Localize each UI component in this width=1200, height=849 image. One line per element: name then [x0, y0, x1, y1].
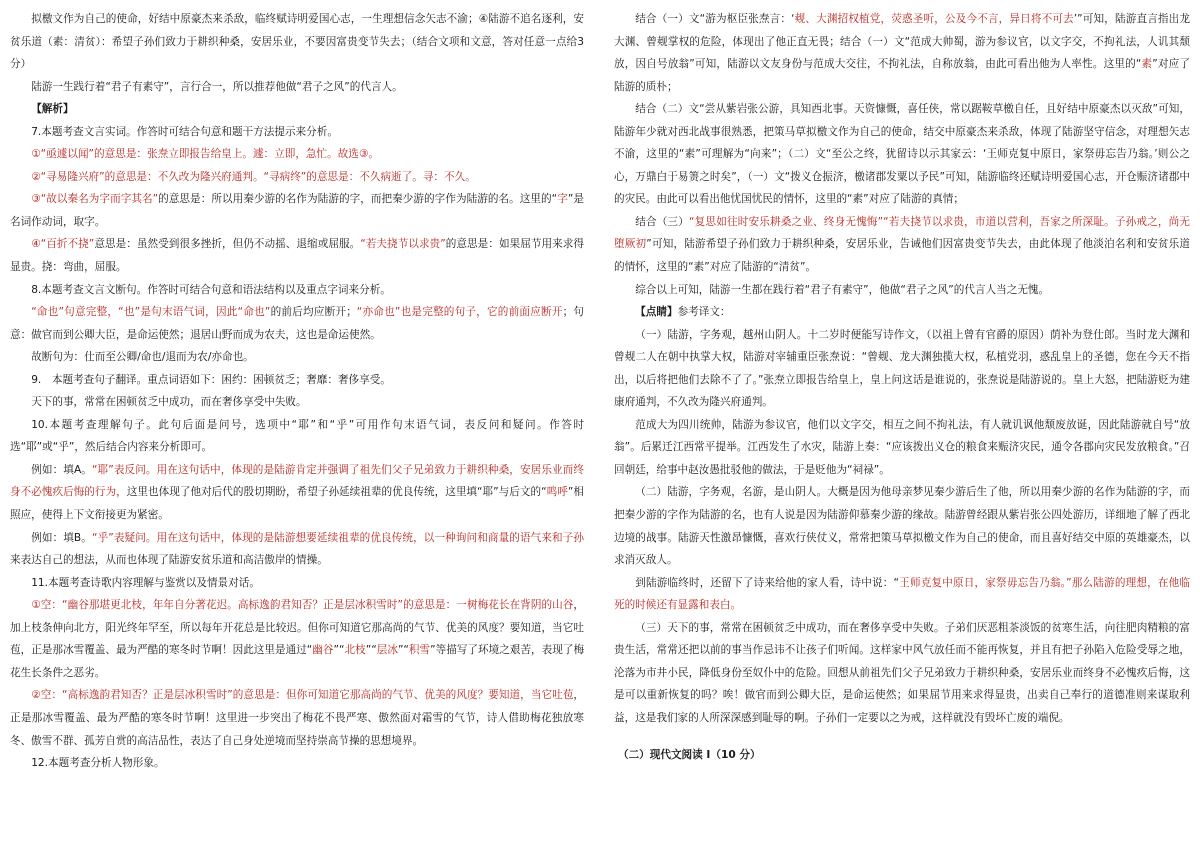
paragraph [10, 459, 584, 527]
text-run: 8.本题考查文言文断句。作答时可结合句意和语法结构以及重点字词来分析。 [31, 283, 391, 296]
text-run: 陆游一生践行着“君子有素守”，言行合一，所以推荐他做“君子之风”的代言人。 [31, 80, 403, 93]
paragraph [614, 8, 1190, 98]
text-run: 来表达自己的想法，从而也体现了陆游安贫乐道和高洁傲岸的情操。 [10, 554, 328, 567]
text-run: ”“ [333, 644, 345, 657]
text-run: 参考译文： [677, 306, 731, 319]
text-run: ①“亟遽以闻”的意思是：张焘立即报告给皇上。遽：立即，急忙。故选③。 [31, 148, 379, 161]
text-run: 幽谷 [312, 644, 334, 657]
text-run: （一）陆游，字务观，越州山阴人。十二岁时便能写诗作文，（以祖上曾有官爵的原因）荫补为登仕郎。当时龙大渊和曾觌二人在朝中执掌大权，陆游对宰辅重臣张焘说：“曾觌、龙大渊独揽大权，私植党羽，惑乱皇上的圣德，您在今天不指出，以后将把他们去除不了了。”张焘立即报告给皇上，皇上问这话是谁说的，张焘说是陆游说的。皇上大怒，把陆游贬为建康府通判，不久改为隆兴府通判。 [614, 328, 1190, 409]
paragraph [614, 301, 1190, 324]
text-run: （二）陆游，字务观，名游，是山阴人。大概是因为他母亲梦见秦少游后生了他，所以用秦少游的名作为陆游的字，而把秦少游的字作为陆游的名，也有人说是因为陆游仰慕秦少游的缘故。陆游曾经跟从紫岩张公四处游历，详细地了解了西北边境的战事。陆游天性激昂慷慨，喜欢行侠仗义，常常把策马草拟檄文作为自己的使命，而且喜好结交中原的英雄豪杰，以求消灭敌人。 [614, 486, 1190, 567]
text-run: 北枝 [344, 644, 366, 657]
paragraph [614, 481, 1190, 571]
paragraph [10, 8, 584, 76]
text-run: 12.本题考查分析人物形象。 [31, 757, 165, 770]
text-run: ；句意：做官而到公卿大臣，是命运使然；退居山野而成为农夫，这也是命运使然。 [10, 306, 585, 341]
text-run: 结合（一）文“游为枢臣张焘言：‘ [635, 13, 795, 25]
text-run: ”对应了陆游的质朴； [614, 58, 1190, 93]
text-run: 鸣呼 [546, 486, 568, 499]
paragraph [10, 752, 584, 775]
text-run: 字 [557, 193, 568, 206]
paragraph [614, 279, 1190, 302]
text-run: ”“ [397, 644, 409, 657]
text-run: 积雪 [408, 644, 431, 657]
text-run: 故断句为：仕而至公卿/命也/退而为农/亦命也。 [31, 351, 254, 364]
paragraph [10, 369, 584, 392]
paragraph [10, 594, 584, 684]
text-run: ’”可知，陆游直言指出龙大渊、曾觌掌权的危险，体现出了他正直无畏；结合（一）文“范成大帅蜀，游为参议官，以文字交，不拘礼法，人讥其颓放，因自号放翁”可知，陆游以文友身份与范成大交往，不拘礼法，自称放翁，由此可看出他为人率性。这里的“ [614, 13, 1190, 71]
text-run: （三）天下的事，常常在困顿贫乏中成功，而在奢侈享受中失败。子弟们厌恶粗茶淡饭的贫寒生活，向往肥肉精粮的富贵生活，常常还把以前的事当作忌讳不让孩子们听闻。这样家中风气放任而不能再恢复，并且有把子孙陷入危险受辱之地，沦落为市井小民，降低身份至奴仆中的危险。回想从前祖先们父子兄弟致力于耕织种桑，安居乐业而终身不必愧疚后悔，这是可以重新恢复的吗？唉！做官而到公卿大臣，是命运使然；如果屈节用来求得显贵，出卖自己奉行的道德准则来谋取利益，这是我们家的人所深深感到耻辱的啊。子孙们一定要以之为戒，这样就没有毁坏亡废的端倪。 [614, 621, 1190, 724]
paragraph [10, 572, 584, 595]
right-column [614, 8, 1190, 766]
paragraph [614, 414, 1190, 482]
paragraph [10, 76, 584, 99]
text-run: 9. 本题考查句子翻译。重点词语如下：困约：困顿贫乏；奢靡：奢侈享受。 [31, 373, 391, 386]
paragraph [10, 527, 584, 572]
text-run: ”等描写了环境之艰苦，表现了梅花生长条件之恶劣。 [10, 644, 585, 679]
paragraph [10, 346, 584, 369]
text-run: 【点睛】 [635, 306, 678, 319]
text-run: “高标逸韵君知否？正是层冰积雪时”的意思是：但你可知道它那高尚的气节、优美的风度？要知道，当它吐苞 [62, 689, 574, 702]
text-run: ”可知，陆游希望子孙们致力于耕织种桑，安居乐业，告诫他们因富贵变节失去，由此体现了他淡泊名利和安贫乐道的情怀，这里的“素”对应了陆游的“清贫”。 [614, 238, 1191, 274]
text-run: ②空： [31, 689, 63, 702]
paragraph [10, 414, 584, 459]
text-run: 到陆游临终时，还留下了诗来给他的家人看，诗中说：“ [635, 576, 900, 589]
paragraph [10, 98, 584, 121]
text-run: ②“寻易隆兴府”的意思是：不久改为隆兴府通判。“寻病终”的意思是：不久病逝了。寻：不久。 [31, 170, 476, 183]
text-run: ④“百折不挠” [31, 238, 95, 251]
text-run: “若夫挠节以求贵” [360, 238, 446, 251]
text-run: 11.本题考查诗歌内容理解与鉴赏以及情景对话。 [31, 576, 260, 589]
text-run: ，加上枝条伸向北方，阳光终年罕至，所以每年开花总是比较迟。但你可知道它那高尚的气节、优美的风度？要知道，当它吐苞，正是那冰雪覆盖、最为严酷的寒冬时节啊！因此这里是通过“ [10, 599, 584, 657]
text-run: 综合以上可知，陆游一生都在践行着“君子有素守”，他做“君子之风”的代言人当之无愧。 [635, 283, 1050, 296]
paragraph [614, 617, 1190, 730]
text-run: 10.本题考查理解句子。此句后面是问号，选项中“耶”和“乎”可用作句末语气词，表反问和疑问。作答时选“耶”或“乎”，然后结合内容来分析即可。 [10, 418, 584, 454]
text-run: 觌、大渊招权植党，荧惑圣听，公及今不言，异日将不可去 [794, 13, 1074, 25]
text-run: 结合（二）文“尝从紫岩张公游，具知西北事。天资慷慨，喜任侠，常以踞鞍草檄自任，且好结中原豪杰以灭敌”可知，陆游年少就对西北战事很熟悉，把策马草拟檄文作为自己的使命，结交中原豪杰来杀敌，体现了陆游坚守信念，对理想矢志不渝，这里的“素”可理解为“向来”；（二）文“至公之终，犹留诗以示其家云：‘王师克复中原日，家祭毋忘告乃翁。’则公之心，万鼎白于易箦之时矣”，（一）文“拨义仓振济，檄诸郡发粟以予民”可知，陆游临终还赋诗明爱国心志，开仓赈济诸郡中的灾民。由此可以看出他忧国忧民的情怀，这里的“素”对应了陆游的真情； [614, 103, 1190, 206]
text-run: 这里也体现了他对后代的殷切期盼，希望子孙延续祖辈的优良传统，这里填“耶”与后文的“ [126, 486, 547, 499]
paragraph [10, 301, 584, 346]
paragraph [10, 279, 584, 302]
text-run: 例如：填B。 [31, 531, 92, 544]
paragraph [614, 572, 1190, 617]
text-run: “耶”表反问。用在这句话中，体现的是陆游肯定并强调了祖先们父子兄弟致力于耕织种桑，安居乐业而终身不必愧疚后悔的行为， [10, 463, 584, 499]
text-run: 的前后均应断开； [270, 306, 357, 319]
paragraph [10, 233, 584, 278]
paragraph [614, 98, 1190, 211]
text-run: 的意思是：如果屈节用来求得显贵。挠：弯曲，屈服。 [10, 238, 585, 274]
text-run: 例如：填A。 [31, 463, 92, 476]
paragraph [10, 121, 584, 144]
text-run: “幽谷那堪更北枝，年年自分著花迟。高标逸韵君知否？正是层冰积雪时”的意思是：一树梅花长在背阴的山谷 [62, 599, 574, 612]
text-run: 范成大为四川统帅，陆游为参议官，他们以文字交，相互之间不拘礼法，有人就讥讽他颓废放诞，因此陆游就自号“放翁”。后累迁江西常平提举。江西发生了水灾，陆游上奏：“应该拨出义仓的粮食来赈济灾民，通令各郡向灾民发放粮食。”召回朝廷，给事中赵汝愚批驳他的做法，于是贬他为“祠禄”。 [614, 418, 1190, 476]
text-run: 层冰 [376, 644, 398, 657]
left-column [10, 8, 584, 775]
text-run: 王师克复中原日，家祭毋忘告乃翁。”那么陆游的理想，在他临死的时候还有显露和表白。 [614, 576, 1190, 612]
text-run: ，正是那冰雪覆盖、最为严酷的寒冬时节啊！这里进一步突出了梅花不畏严寒、傲然面对霜雪的气节，诗人借助梅花独放寒冬、傲雪不群、孤芳自赏的高洁品性，表达了自己身处逆境而坚持崇高节操的思想境界。 [10, 689, 584, 747]
text-run: 【解析】 [31, 103, 74, 116]
text-run: ①空： [31, 599, 63, 612]
paragraph [614, 324, 1190, 414]
section-heading: （二）现代文阅读 I（10 分） [618, 748, 761, 761]
text-run: 7.本题考查文言实词。作答时可结合句意和题干方法提示来分析。 [31, 125, 338, 138]
paragraph [10, 143, 584, 166]
paragraph [10, 391, 584, 414]
paragraph [10, 166, 584, 189]
text-run: “亦命也”也是完整的句子，它的前面应断开 [356, 306, 563, 319]
text-run: 的意思是：所以用秦少游的名作为陆游的字，而把秦少游的字作为陆游的名。这里的“ [158, 193, 558, 206]
paragraph [614, 211, 1190, 279]
text-run: 素 [1141, 58, 1153, 71]
text-run: ”相照应，使得上下文衔接更为紧密。 [10, 486, 585, 522]
text-run: “命也”句意完整，“也”是句末语气词，因此“命也” [31, 306, 271, 319]
text-run: ”“ [365, 644, 377, 657]
text-run: ”是名词作动词，取字。 [10, 193, 584, 228]
text-run: 意思是：虽然受到很多挫折，但仍不动摇、退缩或屈服。 [94, 238, 361, 251]
paragraph [10, 684, 584, 752]
paragraph [10, 188, 584, 233]
text-run: 结合（三） [635, 215, 690, 228]
text-run: “复思如往时安乐耕桑之业、终身无愧悔”“若夫挠节以求贵，市道以营利，吾家之所深耻。子孙戒之，尚无堕厥初 [614, 215, 1191, 251]
right-column-body [614, 8, 1190, 730]
text-run: 拟檄文作为自己的使命，好结中原豪杰来杀敌，临终赋诗明爱国心志，一生理想信念矢志不渝；④陆游不追名逐利，安贫乐道（素：清贫）：希望子孙们致力于耕织种桑，安居乐业，不要因富贵变节失去；（结合文项和文意，答对任意一点给3分） [10, 13, 584, 71]
text-run: 天下的事，常常在困顿贫乏中成功，而在奢侈享受中失败。 [31, 396, 307, 409]
text-run: ③“故以秦名为字而字其名” [31, 193, 159, 206]
text-run: “乎”表疑问。用在这句话中，体现的是陆游想要延续祖辈的优良传统，以一种询问和商量的语气来和子孙 [91, 531, 584, 544]
